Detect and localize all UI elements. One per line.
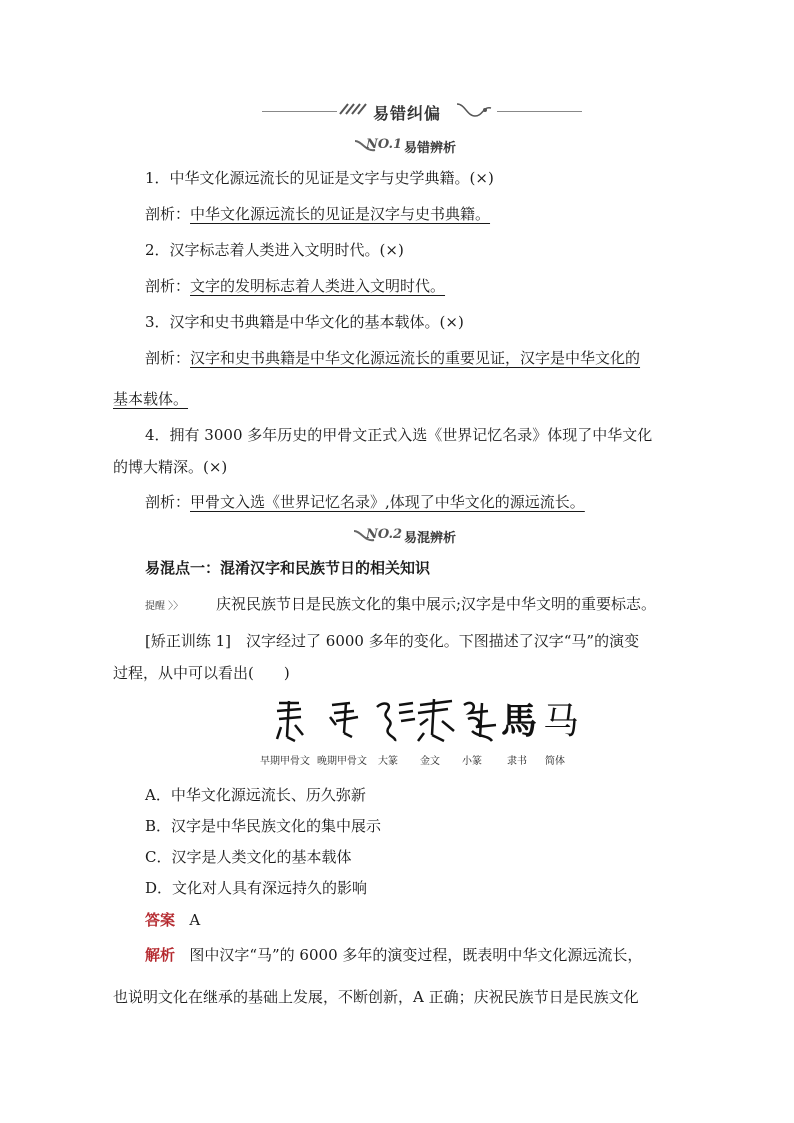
tip-label: 提醒 〉〉: [145, 601, 184, 612]
item4-analysis-text: 甲骨文入选《世界记忆名录》,体现了中华文化的源远流长。: [190, 493, 585, 511]
item3-statement: 3．汉字和史书典籍是中华文化的基本载体。(×): [145, 313, 464, 331]
glyph-label-small-seal: 小篆: [462, 756, 482, 767]
item3-analysis-text-2: 基本载体。: [113, 390, 189, 408]
answer-value: A: [189, 911, 201, 929]
section2-title: 易混辨析: [404, 531, 457, 546]
glyph-early-oracle: [273, 697, 309, 749]
tip-text: 庆祝民族节日是民族文化的集中展示;汉字是中华文明的重要标志。: [216, 595, 657, 613]
item3-analysis: [145, 348, 640, 368]
item2-statement: 2．汉字标志着人类进入文明时代。(×): [145, 241, 404, 259]
header-ornament-left-icon: [338, 100, 368, 124]
option-c: C．汉字是人类文化的基本载体: [145, 848, 352, 866]
answer: [145, 910, 200, 930]
item4-analysis: [145, 492, 585, 512]
glyph-simplified: 马: [543, 701, 580, 742]
item1-analysis-text: 中华文化源远流长的见证是汉字与史书典籍。: [190, 205, 491, 223]
item2-analysis: [145, 276, 445, 296]
glyph-bronze: [414, 695, 458, 749]
item1-analysis: [145, 204, 490, 224]
explanation-line-2: 也说明文化在继承的基础上发展，不断创新，A 正确；庆祝民族节日是民族文化: [113, 988, 639, 1006]
item1-analysis-label: 剖析：: [145, 205, 191, 223]
option-a: A．中华文化源远流长、历久弥新: [145, 786, 366, 804]
explanation-text-1: 图中汉字“马”的 6000 多年的演变过程，既表明中华文化源远流长，: [189, 946, 643, 964]
section1-title: 易错辨析: [404, 141, 457, 156]
item2-analysis-label: 剖析：: [145, 277, 191, 295]
explanation-label: 解析: [145, 946, 176, 964]
exercise-line-2: 过程，从中可以看出( ): [113, 664, 290, 682]
glyph-label-simplified: 简体: [545, 756, 565, 767]
section1-badge: NO.1: [366, 137, 403, 152]
exercise-line-1: [矫正训练 1] 汉字经过了 6000 多年的变化。下图描述了汉字“马”的演变: [145, 632, 640, 650]
item4-statement-1: 4．拥有 3000 多年历史的甲骨文正式入选《世界记忆名录》体现了中华文化: [145, 426, 653, 444]
header-rule-right: [497, 111, 582, 112]
answer-label: 答案: [145, 911, 176, 929]
item3-analysis-label: 剖析：: [145, 349, 191, 367]
glyph-label-bronze: 金文: [420, 756, 440, 767]
item4-analysis-label: 剖析：: [145, 493, 191, 511]
option-d: D．文化对人具有深远持久的影响: [145, 879, 368, 897]
glyph-label-early-oracle: 早期甲骨文: [260, 756, 310, 767]
glyph-clerical: 馬: [501, 700, 538, 742]
header-title: 易错纠偏: [373, 104, 442, 123]
item2-analysis-text: 文字的发明标志着人类进入文明时代。: [190, 277, 446, 295]
item4-statement-2: 的博大精深。(×): [113, 458, 228, 476]
item1-statement: 1．中华文化源远流长的见证是文字与史学典籍。(×): [145, 169, 494, 187]
header-ornament-right-icon: [455, 100, 495, 124]
section2-badge: NO.2: [366, 527, 403, 542]
header-rule-left: [262, 111, 337, 112]
explanation-line-1: [145, 945, 642, 965]
option-b: B．汉字是中华民族文化的集中展示: [145, 817, 382, 835]
confusion-point-title: 易混点一：混淆汉字和民族节日的相关知识: [145, 559, 431, 577]
glyph-large-seal: [373, 697, 417, 749]
glyph-label-late-oracle: 晚期甲骨文: [317, 756, 367, 767]
glyph-small-seal: [458, 697, 502, 749]
glyph-label-clerical: 隶书: [507, 756, 527, 767]
glyph-late-oracle: [328, 697, 364, 749]
item3-analysis-text-1: 汉字和史书典籍是中华文化源远流长的重要见证，汉字是中华文化的: [190, 349, 641, 367]
glyph-label-large-seal: 大篆: [378, 756, 398, 767]
